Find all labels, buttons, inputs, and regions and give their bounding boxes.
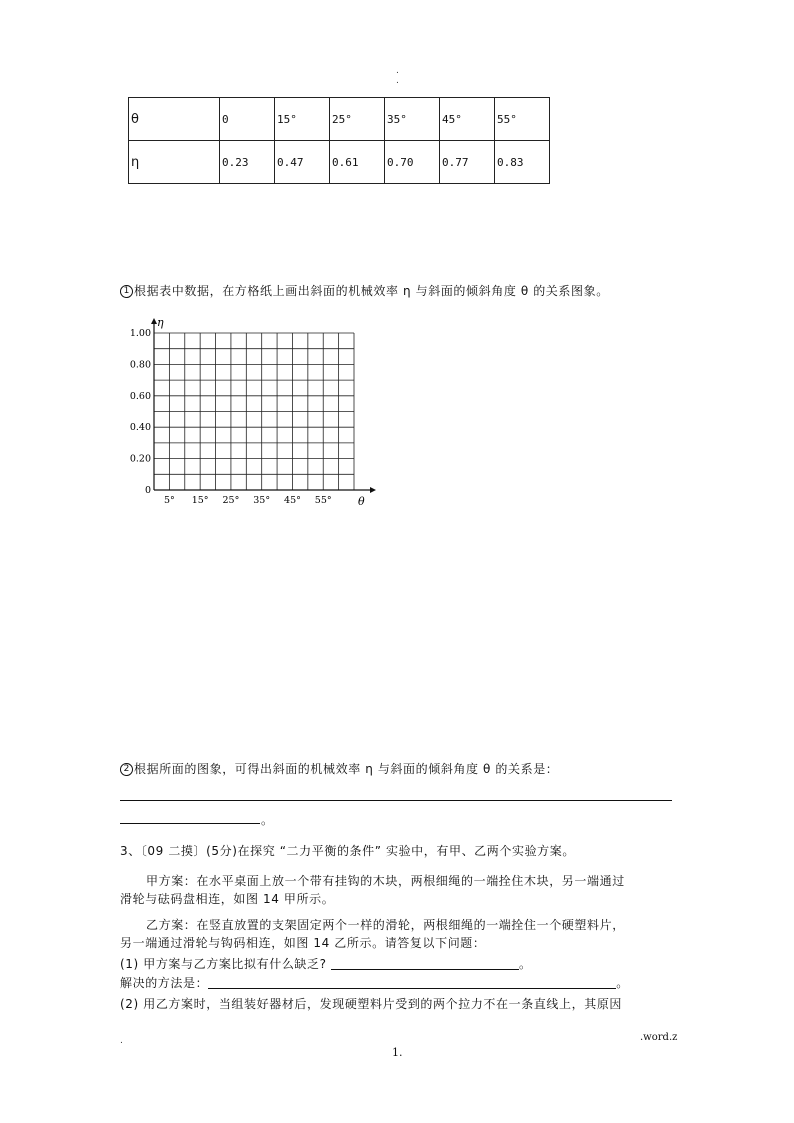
y-tick-label: 0.60 (129, 390, 151, 402)
footer-dot: . (120, 1036, 123, 1046)
question-3-solution (120, 975, 629, 991)
table-cell: 0 (220, 98, 275, 141)
table-cell: 0.61 (330, 141, 385, 184)
x-axis-arrow (370, 487, 376, 493)
page-number: 1. (392, 1046, 403, 1059)
question-3-sub-2: (2) 用乙方案时，当组装好器材后，发现硬塑料片受到的两个拉力不在一条直线上，其原因 (120, 997, 623, 1011)
data-table (128, 97, 550, 184)
answer-line-q2-a[interactable] (120, 800, 672, 801)
table-cell: 0.77 (440, 141, 495, 184)
y-tick-label: 1.00 (129, 328, 151, 339)
question-3-solution-text: 解决的方法是： (120, 976, 209, 990)
table-cell-label: η (129, 141, 220, 184)
answer-blank-3-1[interactable] (331, 957, 519, 970)
table-cell: 55° (495, 98, 550, 141)
question-1-text: 根据表中数据，在方格纸上画出斜面的机械效率 η 与斜面的倾斜角度 θ 的关系图象。 (134, 284, 609, 298)
answer-blank-3-2[interactable] (208, 976, 616, 989)
x-tick-label: 25° (222, 495, 240, 506)
chart-grid (154, 333, 354, 490)
x-tick-label: 35° (253, 495, 271, 506)
x-tick-label: 45° (284, 495, 301, 506)
x-tick-label: 55° (314, 495, 332, 506)
question-3-plan-a-line2: 滑轮与砝码盘相连，如图 14 甲所示。 (120, 892, 335, 906)
table-row-theta (129, 98, 550, 141)
circled-number-1: 1 (120, 285, 133, 298)
answer-blank-3-2-end: 。 (616, 976, 629, 990)
answer-line-q2-end: 。 (261, 813, 274, 827)
answer-line-q2-b[interactable] (120, 823, 260, 824)
y-tick-label: 0.20 (129, 453, 151, 465)
circled-number-2: 2 (120, 763, 133, 776)
question-1 (120, 283, 609, 299)
header-dot-2: . (396, 76, 399, 86)
y-axis-label: η (157, 316, 164, 329)
table-cell: 0.70 (385, 141, 440, 184)
table-cell: 35° (385, 98, 440, 141)
question-3-plan-b-line1: 乙方案：在竖直放置的支架固定两个一样的滑轮，两根细绳的一端拴住一个硬塑料片， (146, 918, 625, 932)
x-tick-label: 5° (163, 495, 175, 506)
table-cell-label: θ (129, 98, 220, 141)
y-tick-label: 0 (144, 485, 151, 496)
y-tick-label: 0.40 (129, 422, 151, 434)
question-3-header: 3、〔09 二摸〕(5分)在探究 “二力平衡的条件” 实验中，有甲、乙两个实验方案。 (120, 844, 575, 858)
table-cell: 45° (440, 98, 495, 141)
chart-labels (130, 316, 365, 508)
footer-word: .word.z (640, 1032, 678, 1043)
question-3-plan-b-line2: 另一端通过滑轮与钩码相连，如图 14 乙所示。请答复以下问题： (120, 936, 486, 950)
table-cell: 25° (330, 98, 385, 141)
table-cell: 15° (275, 98, 330, 141)
question-3-sub-1 (120, 956, 532, 972)
table-cell: 0.23 (220, 141, 275, 184)
table-cell: 0.83 (495, 141, 550, 184)
question-3-sub-1-text: (1) 甲方案与乙方案比拟有什么缺乏? (120, 957, 327, 971)
x-tick-label: 15° (191, 495, 209, 506)
x-axis-label: θ (358, 495, 365, 508)
question-3-plan-a-line1: 甲方案：在水平桌面上放一个带有挂钩的木块，两根细绳的一端拴住木块，另一端通过 (146, 874, 625, 888)
table-row-eta (129, 141, 550, 184)
grid-chart (118, 316, 380, 512)
table-cell: 0.47 (275, 141, 330, 184)
header-dot: . (396, 66, 399, 76)
question-2 (120, 761, 558, 777)
answer-blank-3-1-end: 。 (519, 957, 532, 971)
y-tick-label: 0.80 (129, 359, 151, 371)
question-2-text: 根据所面的图象，可得出斜面的机械效率 η 与斜面的倾斜角度 θ 的关系是： (134, 762, 559, 776)
